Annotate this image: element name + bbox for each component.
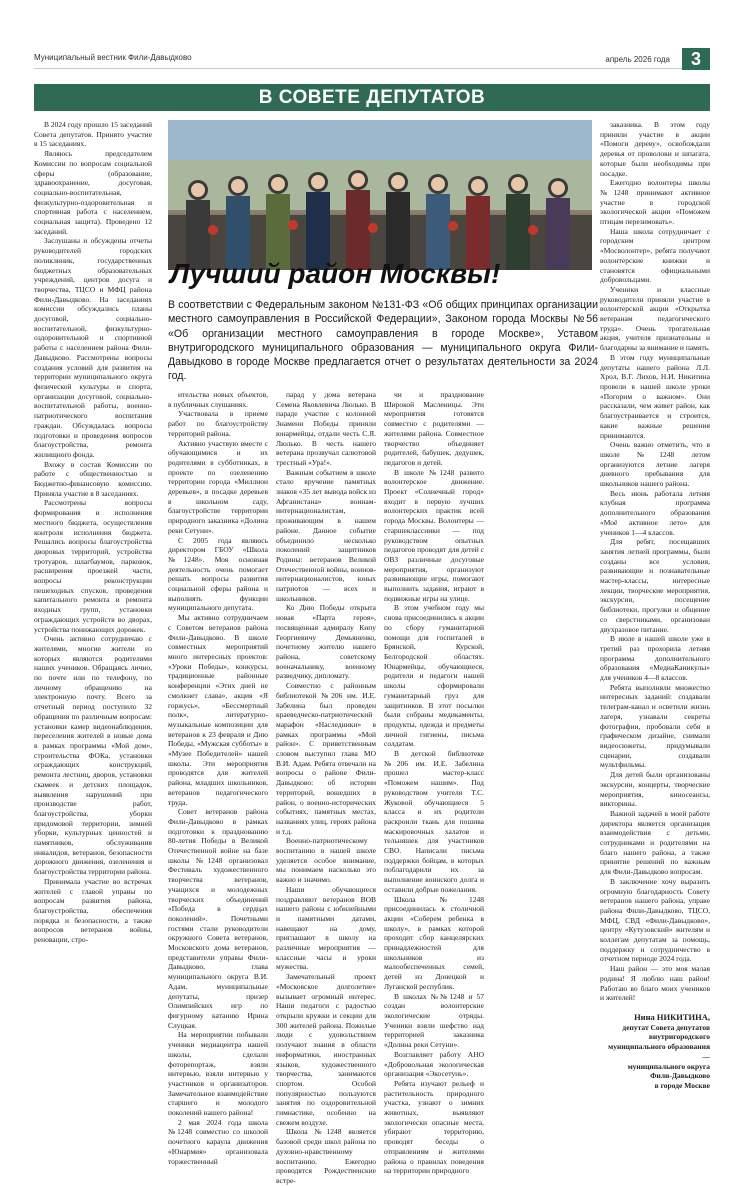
article-column-3 bbox=[276, 390, 376, 1185]
article-headline: Лучший район Москвы! bbox=[170, 258, 501, 289]
paragraph: В 2024 году прошло 15 заседаний Совета депутатов. Принято участие в 15 заседаниях. bbox=[34, 120, 152, 149]
paragraph: Рассмотрены вопросы формирования и исполнения местного бюджета, осуществления контроля исполнения бюджета. Решались вопросы благоустройства дворовых территорий, устройства тротуаров, шлагбаумов, парковок, расширения проезжей части, вопросы реконструкции пешеходных спусков, проведения капитального ремонта и ремонта входных групп, установки ограждающих устройств во дворах, устройства понижающих дорожек. bbox=[34, 498, 152, 634]
paragraph: С 2005 года являюсь директором ГБОУ «Школа №1248». Моя основная деятельность очень помогает решать вопросы развития социальной сферы района и выполнять функции муниципального депутата. bbox=[168, 535, 268, 613]
issue-date: апрель 2026 года bbox=[605, 55, 670, 64]
paragraph: парад у дома ветерана Семена Яковлевича Люлько. В параде участие с колонной Знамени Победы приняли юнармейцы, отдали честь С.Я. Люлько. В честь нашего ветерана прозвучал салютовой трестный «Ура!». bbox=[276, 390, 376, 467]
paragraph: Школа №1248 присоединилась к столичной акции «Соберем ребенка в школу», в рамках которой проходит сбор канцелярских принадлежностей для школьников из малообеспеченных семей, детей из Донецкой и Луганской республик. bbox=[384, 894, 484, 991]
article-column-2 bbox=[168, 390, 268, 1166]
paragraph: Наши обучающиеся поздравляют ветеранов ВОВ нашего района с юбилейными и памятными датами, навещают на дому, приглашают в школу на различные мероприятия — классные часы и уроки мужества. bbox=[276, 884, 376, 972]
paragraph: Важной задачей в моей работе директора является организация взаимодействия с детьми, сотрудниками и родителями на благо нашего района, а также принятие решений по важным для Фили-Давыдково вопросам. bbox=[600, 808, 710, 877]
article-column-5 bbox=[492, 390, 592, 1060]
author-name: Нина НИКИТИНА, bbox=[634, 1011, 710, 1022]
paragraph: ительства новых объектов, в публичных слушаниях. bbox=[168, 390, 268, 409]
page-header bbox=[34, 48, 710, 69]
paragraph: В школе №1248 развито волонтерское движение. Проект «Солнечный город» входит в первую лучших волонтерских практик всей города Москвы. Волонтеры — старшеклассники — под руководством опытных педагогов проводят для детей с ОВЗ различные досуговые мероприятия, организуют развивающие игры, помогают выполнить задания, играют в подвижные игры на улице. bbox=[384, 467, 484, 603]
paragraph: Военно-патриотическому воспитанию в нашей школе уделяется особое внимание, мы понимаем насколько это важно и значимо. bbox=[276, 836, 376, 885]
paragraph: В школах №№1248 и 57 создан волонтерские экологические отряды. Ученики взяли шефство над территорией заказника «Долина реки Сетуни». bbox=[384, 991, 484, 1050]
author-title-line: в городе Москве bbox=[654, 1080, 710, 1090]
article-photo bbox=[168, 120, 592, 270]
paragraph: В этом учебном году мы снова присоединились к акции по сбору гуманитарной помощи для госпиталей в Брянской, Курской, Белгородской областях. Юнармейцы, обучающиеся, родители и педагоги нашей школы сформировали гуманитарный груз для защитников. В этот посылки были собраны медикаменты, продукты, одежда и предметы личной гигиены, письма солдатам. bbox=[384, 603, 484, 749]
newspaper-name: Муниципальный вестник Фили-Давыдково bbox=[34, 53, 192, 62]
paragraph: Ученики и классные руководители приняли участие в волонтерской акции «Открытка ветеранам педагогического труда». Очень трогательная акция, учителя признательны и благодарны за внимание и память. bbox=[600, 284, 710, 353]
page-number: 3 bbox=[682, 48, 710, 70]
article-column-4 bbox=[384, 390, 484, 1176]
paragraph: заказника. В этом году приняли участие в акции «Помоги дереву», освобождали деревья от проволоки и шпагата, которые были необходимы при посадке. bbox=[600, 120, 710, 178]
author-title-line: Фили-Давыдково bbox=[650, 1071, 710, 1081]
paragraph: В июле в нашей школе уже в третий раз прохорила летняя программа дополнительного образования «МедиаКаникулы» для учеников 4—8 классов. bbox=[600, 634, 710, 683]
paragraph: Активно участвую вместе с обучающимися и их родителями в субботниках, в проекте по озеленению территории города «Миллион деревьев», в посадке деревьев в школьном саду, благоустройстве территории природного заказника «Долина реки Сетуни». bbox=[168, 438, 268, 535]
author-signature bbox=[600, 1013, 710, 1091]
paragraph: 2 мая 2024 года школа №1248 совместно со школой почетного караула движения «Юнармия» организовала торжественный bbox=[168, 1117, 268, 1166]
paragraph: В заключение хочу выразить огромную благодарность Совету ветеранов нашего района, управе района Фили-Давыдково, ТЦСО, МФЦ, СВД «Фили-Давыдково», центру «Кутузовский» жителям и коллегам депутатам за помощь, поддержку и сотрудничество в отчетном периоде 2024 года. bbox=[600, 876, 710, 964]
paragraph: Для детей были организованы экскурсии, концерты, творческие мероприятия, киносеансы, викторины. bbox=[600, 770, 710, 809]
paragraph: Участвовала в приеме работ по благоустройству территорий района. bbox=[168, 409, 268, 438]
author-title-line: муниципального образования — bbox=[608, 1042, 710, 1061]
paragraph: чи и празднование Широкой Масленицы. Эти мероприятия готовятся совместно с родителями — жителями района. Совместное творчество объединяет родителей, бабушек, дедушек, педагогов и детей. bbox=[384, 390, 484, 467]
paragraph: Важным событием в школе стало вручение памятных знаков «35 лет вывода войск из Афганистана» воинам-интернационалистам, проживающим в нашем районе. Данное событие объединило несколько поколений защитников Родины: ветеранов Великой Отечественной войны, воинов-интернационалистов, юных патриотов — всех и школьников. bbox=[276, 467, 376, 603]
author-title-line: муниципального округа bbox=[627, 1061, 710, 1071]
paragraph: Вхожу в состав Комиссии по работе с общественностью и Бюджетно-финансовую комиссию. Приняла участие в 8 заседаниях. bbox=[34, 459, 152, 498]
author-title-line: внутригородского bbox=[648, 1032, 710, 1042]
article-column-1 bbox=[34, 120, 152, 1055]
paragraph: Ребята выполняли множество интересных заданий: создавали телеграм-канал и осветили жизнь лагеря, узнавали секреты фотографии, пробовали себя в графическом дизайне, снимали видеосюжеты, придумывали сценарии, создавали мультфильмы. bbox=[600, 682, 710, 770]
article-lead: В соответствии с Федеральным законом №131-ФЗ «Об общих принципах организации местного самоуправления в Российской Федерации», Законом города Москвы №56 «Об организации местного самоуправления в городе Москве», Уставом внутригородского муниципального образования — муниципального округа Фили-Давыдково в городе Москве предлагается отчет о результатах деятельности за 2024 год. bbox=[168, 299, 598, 383]
paragraph: Совет ветеранов района Фили-Давыдково в рамках подготовки к празднованию 80-летия Победы в Великой Отечественной войне на базе школы №1248 организовал Фестиваль художественного творчества ветеранов, учащихся и молодежных творческих объединений «Победа в сердцах поколений». Почетными гостями стали руководители окружного Совета ветеранов, Московского дома ветеранов, представители управы Фили-Давыдково, глава муниципального округа В.И. Адам, муниципальные депутаты, призер Олимпийских игр по фигурному катанию Ирина Слуцкая. bbox=[168, 807, 268, 1030]
paragraph: Ребята изучают рельеф и растительность природного участка, узнают о зимних животных, выявляют экологически опасные места, убирают территорию, проводят беседы о отправлениям и жителями района о правилах поведения на территории природного bbox=[384, 1078, 484, 1176]
paragraph: В детской библиотеке №206 им. И.Е. Забелина прошел мастер-класс «Поможем нашим». Под руководством учителя Т.С. Жуковой обучающиеся 5 класса и их родители раскроили ткань для пошива маскировочных халатов и тельняшек для участников СВО. Написали письма поддержки бойцам, в которых поблагодарили их за выполнение воинского долга и оставили добрые пожелания. bbox=[384, 749, 484, 894]
paragraph: Ко Дню Победы открыта новая «Парта героя», посвященная адмиралу Кипу Георгиевичу Демьяненко, почетному жителю нашего района, советскому военачальнику, военному разведчику, дипломату. bbox=[276, 603, 376, 681]
paragraph: Очень активно сотрудничаю с жителями, многие жители из которых являются родителями наших учеников. Обращаясь лично, по почте или по телефону, по личному обращению на электронную почту. Всего за отчетный период поступило 32 обращения по различным вопросам: установки камер видеонаблюдения, переселения жителей в новые дома в рамках программы «Мой дом», строительства ФОКа, установки ограждающих конструкций, ремонта лестниц, дворов, установки скамеек и детских площадок, выявления нарушений при производстве работ, благоустройства, уборки придомовой территории, зимней уборки, культурных ценностей и памятников, обслуживания инвалидов, ветеранов, безопасности дорожного движения, озеленения и благоустройства территории района. bbox=[34, 634, 152, 877]
paragraph: Являюсь председателем Комиссии по вопросам социальной сферы (образование, здравоохранение, досуговая, социально-воспитательная, физкультурно-оздоровительная и спортивная работа с населением, социальная защита). Проведено 12 заседаний. bbox=[34, 149, 152, 236]
paragraph: Возглавляет работу АНО «Добровольная экологическая организация «Экосетунь». bbox=[384, 1049, 484, 1079]
paragraph: Наша школа сотрудничает с городским центром «Мосволонтер», ребята получают волонтерские книжки и становятся официальными добровольцами. bbox=[600, 226, 710, 285]
paragraph: Школа №1248 является базовой среди школ района по духовно-нравственному воспитанию. Ежегодно проводятся Рождественские встре- bbox=[276, 1127, 376, 1185]
paragraph: Очень важно отметить, что в школе №1248 летом организуются летние лагеря дневного пребывания для школьников нашего района. bbox=[600, 440, 710, 489]
paragraph: Наш район — это моя малая родина! Я люблю наш район! Работаю во благо моих учеников и жителей! bbox=[600, 964, 710, 1003]
paragraph: Для ребят, посещавших занятия летней программы, были созданы все условия, развивающие и познавательные мастер-классы, интересные лекции, творческие мероприятия, экскурсии, посещение библиотеки, прогулки и общение со сверстниками, организован двухразовое питание. bbox=[600, 537, 710, 634]
paragraph: Замечательный проект «Московское долголетие» вызывает огромный интерес. Наши педагоги с радостью открыли кружки и секции для 300 жителей района. Пожилые люди с удовольствием получают знания в области информатики, иностранных языков, художественного творчества, занимаются спортом. Особой популярностью пользуются занятия по оздоровительной гимнастике, особенно на свежем воздухе. bbox=[276, 972, 376, 1127]
paragraph: Принимала участие во встречах жителей с главой управы по вопросам развития района, благоустройства, обеспечения порядка и безопасности, а также вопросов ветеранов войны, реновации, стро- bbox=[34, 876, 152, 945]
paragraph: Ежегодно волонтеры школы №1248 принимают активное участие в городской экологической акции «Поможем птицам перезимовать». bbox=[600, 178, 710, 227]
paragraph: Мы активно сотрудничаем с Советом ветеранов района Фили-Давыдково. В школе совместных мероприятий много интересных проектов: «Уроки Победы», конкурсы, традиционные районные конференции «Этих дней не смолкнет слава», акция «Я горжусь», «Бессмертный полк», литературно-музыкальные композиции для ветеранов к 23 февраля и Дню Победы, «Мужская субботы» в «Музее Победителей» нашей школы. Эти мероприятия проводятся для жителей района, младших школьников, ветеранов педагогического труда. bbox=[168, 613, 268, 807]
paragraph: Весь июнь работала летняя клубная программа дополнительного образования «Моё активное лето» для учеников 1—4 классов. bbox=[600, 488, 710, 537]
paragraph: Совместно с районным библиотекой №206 им. И.Е. Забелина был проведен краеведческо-патриотический марафон «Наследники» в рамках программы «Мой район». С приветственным словом выступил глава МО В.И. Адам. Ребята отвечали на вопросы о районе Фили-Давыдково: об истории территорий, вошедших в район, о военно-исторических событиях, памятных местах, названиях улиц, героях района и т.д. bbox=[276, 681, 376, 836]
paragraph: Заслушаны и обсуждены отчеты руководителей городских поликлиник, государственных бюджетных образовательных учреждений, центров досуга и творчества, ТЦСО и МФЦ района Фили-Давыдково. На заседаниях комиссии обсуждались планы досуговой, социально-воспитательной, физкультурно-оздоровительной и спортивной работы с населением района Фили-Давыдково. Рассмотрены вопросы создания условий для развития на территории муниципального округа физической культуры и спорта, организации досуговой, социально-воспитательной работы, военно-патриотического воспитания граждан. Обсуждалась вопросы подготовки и проведения вопросов благоустройства, ремонта жилищного фонда. bbox=[34, 236, 152, 459]
paragraph: На мероприятии побывали ученики медиацентра нашей школы, сделали фоторепортаж, взяли интервью, взяли интервью у участников и организаторов. Замечательное взаимодействие старшего и молодого поколений нашего района! bbox=[168, 1030, 268, 1118]
article-column-6 bbox=[600, 120, 710, 1090]
author-title-line: депутат Совета депутатов bbox=[622, 1022, 710, 1032]
section-banner: В СОВЕТЕ ДЕПУТАТОВ bbox=[34, 84, 710, 111]
group-photo-illustration bbox=[168, 120, 592, 270]
paragraph: В этом году муниципальные депутаты нашего района Л.Л. Хрол, В.Г. Лихов, Н.И. Никитина провели в нашей школе уроки «Погорим о важном». Они рассказали, чем живет район, как благоустраивается и строится, какие важные решения принимаются. bbox=[600, 352, 710, 440]
